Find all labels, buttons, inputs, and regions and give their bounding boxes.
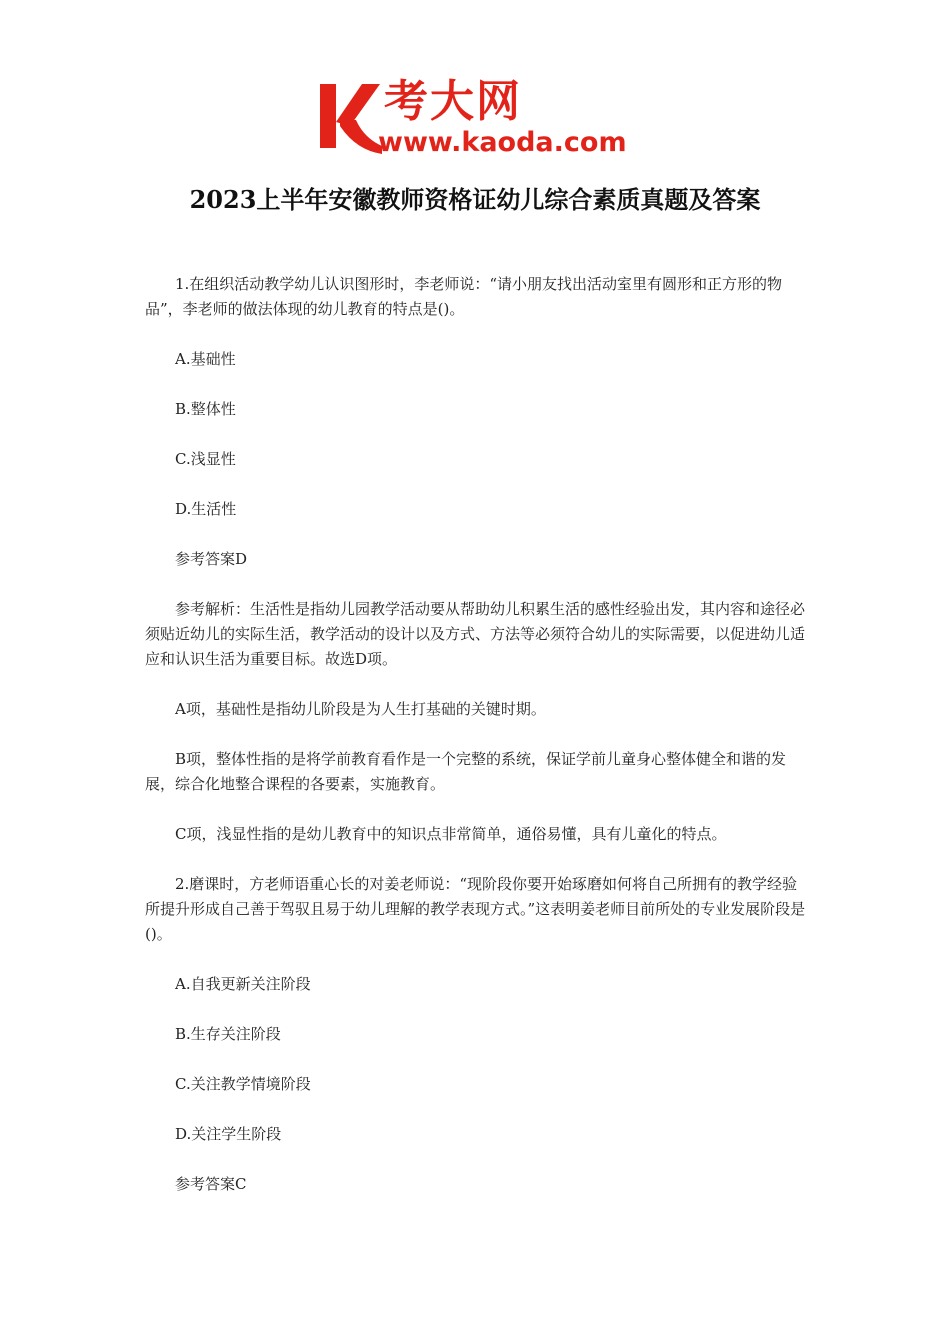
question-2-answer: 参考答案C [175,1175,247,1193]
logo-url-text: www.kaoda.com [378,127,627,158]
k-logo-icon [318,76,384,156]
logo-brand-text: 考大网 [384,76,522,127]
question-1-option-c: C.浅显性 [175,450,236,468]
question-2-option-c: C.关注教学情境阶段 [175,1075,311,1093]
question-2-option-a: A.自我更新关注阶段 [175,975,311,993]
question-1-analysis-a: A项，基础性是指幼儿阶段是为人生打基础的关键时期。 [175,700,546,718]
question-1-analysis-b: B项，整体性指的是将学前教育看作是一个完整的系统，保证学前儿童身心整体健全和谐的发展，综合化地整合课程的各要素，实施教育。 [145,750,787,793]
question-1-analysis-c: C项，浅显性指的是幼儿教育中的知识点非常简单，通俗易懂，具有儿童化的特点。 [175,825,727,843]
document-body [145,272,807,1222]
document-title: 2023上半年安徽教师资格证幼儿综合素质真题及答案 [189,185,761,214]
question-1-option-d: D.生活性 [175,500,237,518]
question-1-option-a: A.基础性 [175,350,236,368]
question-1-option-b: B.整体性 [175,400,236,418]
question-2-option-d: D.关注学生阶段 [175,1125,282,1143]
question-1-stem: 1.在组织活动教学幼儿认识图形时，李老师说：“请小朋友找出活动室里有圆形和正方形的物品”，李老师的做法体现的幼儿教育的特点是()。 [145,275,782,318]
question-1-answer: 参考答案D [175,550,248,568]
question-2-option-b: B.生存关注阶段 [175,1025,281,1043]
question-2-stem: 2.磨课时，方老师语重心长的对姜老师说：“现阶段你要开始琢磨如何将自己所拥有的教学经验所提升形成自己善于驾驭且易于幼儿理解的教学表现方式。”这表明姜老师目前所处的专业发展阶段是()。 [145,875,806,943]
question-1-analysis: 参考解析：生活性是指幼儿园教学活动要从帮助幼儿积累生活的感性经验出发，其内容和途径必须贴近幼儿的实际生活，教学活动的设计以及方式、方法等必须符合幼儿的实际需要，以促进幼儿适应和认识生活为重要目标。故选D项。 [145,600,806,668]
kaoda-logo [318,76,638,160]
